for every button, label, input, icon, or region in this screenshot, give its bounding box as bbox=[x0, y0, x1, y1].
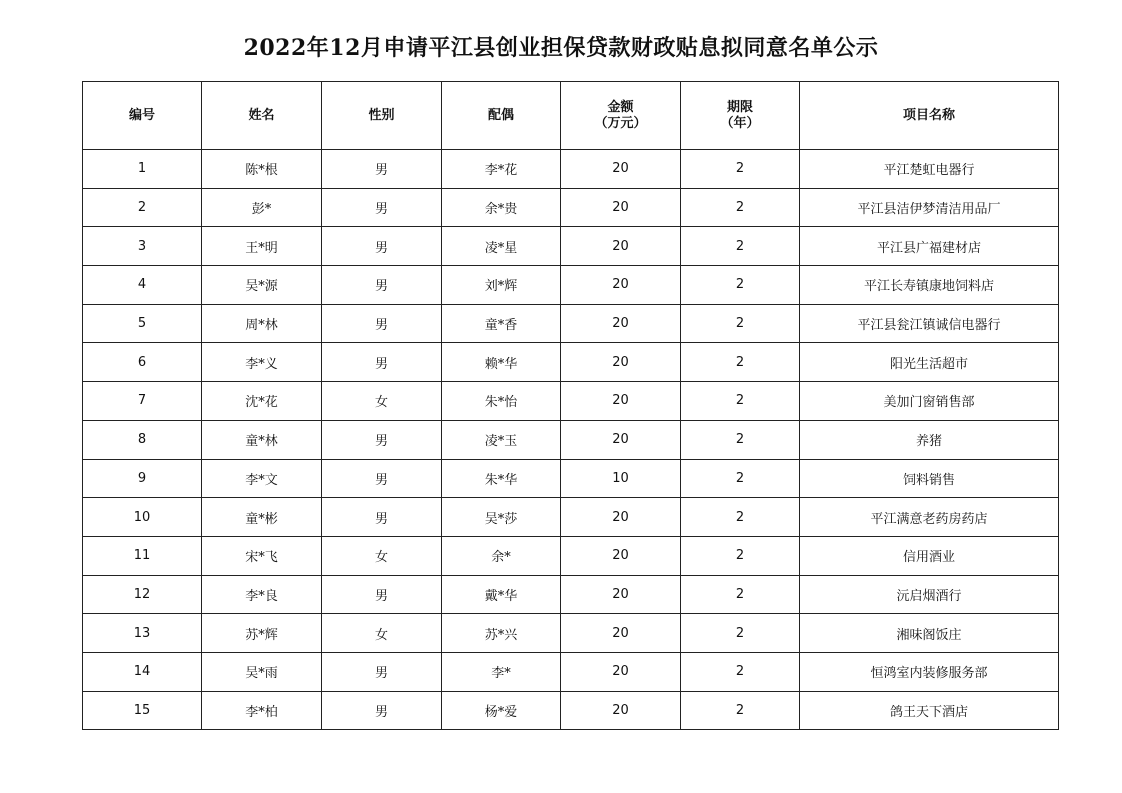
cell-spouse: 李* bbox=[442, 652, 561, 691]
cell-amount: 10 bbox=[561, 459, 681, 498]
table-header-row bbox=[83, 82, 1059, 150]
header-name: 姓名 bbox=[202, 82, 322, 150]
cell-amount: 20 bbox=[561, 652, 681, 691]
cell-name: 王*明 bbox=[202, 227, 322, 266]
cell-no: 7 bbox=[83, 382, 202, 421]
cell-term: 2 bbox=[681, 536, 800, 575]
cell-amount: 20 bbox=[561, 575, 681, 614]
table-row bbox=[83, 227, 1059, 266]
cell-gender: 女 bbox=[322, 382, 442, 421]
cell-no: 2 bbox=[83, 188, 202, 227]
cell-spouse: 苏*兴 bbox=[442, 614, 561, 653]
header-spouse: 配偶 bbox=[442, 82, 561, 150]
header-term-label: 期限 bbox=[726, 99, 753, 115]
cell-gender: 男 bbox=[322, 227, 442, 266]
cell-term: 2 bbox=[681, 304, 800, 343]
table-row bbox=[83, 266, 1059, 305]
cell-term: 2 bbox=[681, 652, 800, 691]
cell-gender: 男 bbox=[322, 150, 442, 189]
cell-gender: 女 bbox=[322, 536, 442, 575]
table-body bbox=[83, 150, 1059, 730]
cell-amount: 20 bbox=[561, 266, 681, 305]
cell-amount: 20 bbox=[561, 691, 681, 730]
table-row bbox=[83, 691, 1059, 730]
cell-no: 6 bbox=[83, 343, 202, 382]
cell-no: 4 bbox=[83, 266, 202, 305]
table-row bbox=[83, 150, 1059, 189]
cell-term: 2 bbox=[681, 343, 800, 382]
cell-gender: 男 bbox=[322, 652, 442, 691]
table-row bbox=[83, 536, 1059, 575]
cell-term: 2 bbox=[681, 691, 800, 730]
cell-project: 湘味阁饭庄 bbox=[800, 614, 1059, 653]
cell-term: 2 bbox=[681, 614, 800, 653]
applicant-table bbox=[82, 81, 1059, 730]
cell-amount: 20 bbox=[561, 536, 681, 575]
cell-name: 李*义 bbox=[202, 343, 322, 382]
cell-name: 吴*源 bbox=[202, 266, 322, 305]
cell-gender: 男 bbox=[322, 691, 442, 730]
cell-spouse: 戴*华 bbox=[442, 575, 561, 614]
cell-term: 2 bbox=[681, 575, 800, 614]
cell-term: 2 bbox=[681, 382, 800, 421]
header-project: 项目名称 bbox=[800, 82, 1059, 150]
cell-amount: 20 bbox=[561, 227, 681, 266]
header-no: 编号 bbox=[83, 82, 202, 150]
cell-gender: 男 bbox=[322, 304, 442, 343]
cell-amount: 20 bbox=[561, 343, 681, 382]
cell-spouse: 童*香 bbox=[442, 304, 561, 343]
cell-term: 2 bbox=[681, 498, 800, 537]
cell-project: 平江县洁伊梦清洁用品厂 bbox=[800, 188, 1059, 227]
cell-amount: 20 bbox=[561, 382, 681, 421]
cell-amount: 20 bbox=[561, 498, 681, 537]
cell-no: 5 bbox=[83, 304, 202, 343]
header-gender: 性别 bbox=[322, 82, 442, 150]
table-row bbox=[83, 304, 1059, 343]
cell-name: 陈*根 bbox=[202, 150, 322, 189]
cell-amount: 20 bbox=[561, 188, 681, 227]
cell-project: 鸽王天下酒店 bbox=[800, 691, 1059, 730]
table-row bbox=[83, 343, 1059, 382]
cell-spouse: 朱*怡 bbox=[442, 382, 561, 421]
cell-spouse: 余*贵 bbox=[442, 188, 561, 227]
cell-spouse: 赖*华 bbox=[442, 343, 561, 382]
header-amount bbox=[561, 82, 681, 150]
cell-gender: 女 bbox=[322, 614, 442, 653]
cell-project: 平江楚虹电器行 bbox=[800, 150, 1059, 189]
cell-name: 吴*雨 bbox=[202, 652, 322, 691]
cell-spouse: 余* bbox=[442, 536, 561, 575]
cell-project: 沅启烟酒行 bbox=[800, 575, 1059, 614]
table-row bbox=[83, 459, 1059, 498]
cell-name: 李*文 bbox=[202, 459, 322, 498]
cell-project: 平江满意老药房药店 bbox=[800, 498, 1059, 537]
cell-gender: 男 bbox=[322, 575, 442, 614]
cell-project: 美加门窗销售部 bbox=[800, 382, 1059, 421]
cell-amount: 20 bbox=[561, 304, 681, 343]
cell-name: 童*彬 bbox=[202, 498, 322, 537]
table-row bbox=[83, 614, 1059, 653]
cell-no: 3 bbox=[83, 227, 202, 266]
cell-spouse: 朱*华 bbox=[442, 459, 561, 498]
cell-name: 苏*辉 bbox=[202, 614, 322, 653]
cell-no: 12 bbox=[83, 575, 202, 614]
cell-spouse: 凌*玉 bbox=[442, 420, 561, 459]
cell-name: 李*柏 bbox=[202, 691, 322, 730]
cell-project: 平江长寿镇康地饲料店 bbox=[800, 266, 1059, 305]
cell-name: 周*林 bbox=[202, 304, 322, 343]
cell-spouse: 吴*莎 bbox=[442, 498, 561, 537]
table-row bbox=[83, 575, 1059, 614]
table-row bbox=[83, 420, 1059, 459]
cell-term: 2 bbox=[681, 150, 800, 189]
cell-no: 11 bbox=[83, 536, 202, 575]
header-amount-label: 金额 bbox=[607, 99, 634, 115]
cell-project: 信用酒业 bbox=[800, 536, 1059, 575]
cell-amount: 20 bbox=[561, 614, 681, 653]
cell-name: 彭* bbox=[202, 188, 322, 227]
cell-no: 13 bbox=[83, 614, 202, 653]
cell-project: 恒鸿室内装修服务部 bbox=[800, 652, 1059, 691]
cell-spouse: 李*花 bbox=[442, 150, 561, 189]
cell-no: 15 bbox=[83, 691, 202, 730]
cell-term: 2 bbox=[681, 459, 800, 498]
cell-project: 阳光生活超市 bbox=[800, 343, 1059, 382]
cell-no: 14 bbox=[83, 652, 202, 691]
table-row bbox=[83, 652, 1059, 691]
cell-spouse: 刘*辉 bbox=[442, 266, 561, 305]
cell-no: 10 bbox=[83, 498, 202, 537]
cell-project: 平江县广福建材店 bbox=[800, 227, 1059, 266]
table-row bbox=[83, 498, 1059, 537]
header-term bbox=[681, 82, 800, 150]
cell-gender: 男 bbox=[322, 459, 442, 498]
cell-project: 平江县瓮江镇诚信电器行 bbox=[800, 304, 1059, 343]
cell-no: 8 bbox=[83, 420, 202, 459]
table-row bbox=[83, 188, 1059, 227]
cell-name: 李*良 bbox=[202, 575, 322, 614]
cell-gender: 男 bbox=[322, 343, 442, 382]
cell-spouse: 凌*星 bbox=[442, 227, 561, 266]
table-row bbox=[83, 382, 1059, 421]
cell-term: 2 bbox=[681, 266, 800, 305]
cell-gender: 男 bbox=[322, 188, 442, 227]
cell-name: 沈*花 bbox=[202, 382, 322, 421]
header-term-unit: （年） bbox=[720, 115, 760, 131]
cell-term: 2 bbox=[681, 420, 800, 459]
cell-term: 2 bbox=[681, 188, 800, 227]
cell-no: 1 bbox=[83, 150, 202, 189]
cell-no: 9 bbox=[83, 459, 202, 498]
cell-spouse: 杨*爱 bbox=[442, 691, 561, 730]
cell-name: 宋*飞 bbox=[202, 536, 322, 575]
cell-name: 童*林 bbox=[202, 420, 322, 459]
cell-project: 养猪 bbox=[800, 420, 1059, 459]
cell-amount: 20 bbox=[561, 150, 681, 189]
cell-gender: 男 bbox=[322, 498, 442, 537]
header-amount-unit: （万元） bbox=[594, 115, 647, 131]
cell-amount: 20 bbox=[561, 420, 681, 459]
cell-gender: 男 bbox=[322, 420, 442, 459]
cell-project: 饲料销售 bbox=[800, 459, 1059, 498]
cell-gender: 男 bbox=[322, 266, 442, 305]
cell-term: 2 bbox=[681, 227, 800, 266]
page-title: 2022年12月申请平江县创业担保贷款财政贴息拟同意名单公示 bbox=[243, 35, 879, 61]
